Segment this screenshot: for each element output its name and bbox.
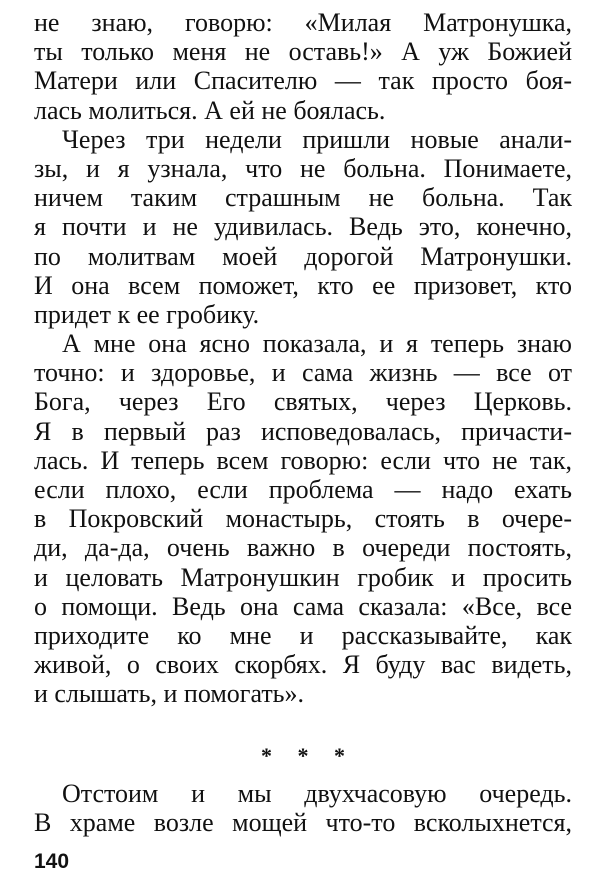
text-line: и целовать Матронушкин гробик и просить (34, 562, 572, 592)
paragraph-test-results (34, 125, 572, 329)
text-line: Я в первый раз исповедовалась, причасти- (34, 416, 572, 446)
text-line: А мне она ясно показала, и я теперь знаю (62, 329, 572, 359)
text-line: если плохо, если проблема — надо ехать (34, 475, 572, 504)
section-spacing (34, 709, 572, 743)
text-line: я почти и не удивилась. Ведь это, конечно, (34, 212, 572, 242)
text-line: и слышать, и помогать». (34, 679, 305, 709)
text-line: приходите ко мне и рассказывайте, как (34, 620, 572, 650)
page-number: 140 (34, 850, 70, 873)
paragraph-continuation (34, 8, 572, 125)
text-line: ты только меня не оставь!» А уж Божией (34, 37, 572, 67)
text-line: Бога, через Его святых, через Церковь. (34, 387, 572, 417)
text-line: в Покровский монастырь, стоять в очере- (34, 504, 572, 534)
text-line: Через три недели пришли новые анали- (62, 124, 572, 154)
text-line: ничем таким страшным не больна. Так (34, 183, 572, 213)
text-line: лась молиться. А ей не боялась. (34, 95, 386, 125)
text-line: по молитвам моей дорогой Матронушки. (34, 241, 572, 271)
section-spacing (34, 769, 572, 779)
text-line: зы, и я узнала, что не больна. Понимаете, (34, 153, 572, 183)
text-line: точно: и здоровье, и сама жизнь — все от (34, 358, 572, 388)
text-line: Матери или Спасителю — так просто боя- (34, 66, 572, 96)
text-line: В храме возле мощей что-то всколыхнется, (34, 807, 572, 837)
text-line: о помощи. Ведь она сама сказала: «Все, все (34, 591, 572, 621)
book-page (34, 8, 572, 837)
text-line: Отстоим и мы двухчасовую очередь. (62, 778, 572, 808)
text-line: И она всем поможет, кто ее призовет, кто (34, 270, 572, 300)
text-line: придет к ее гробику. (34, 299, 260, 329)
text-line: не знаю, говорю: «Милая Матронушка, (34, 8, 572, 37)
paragraph-testimony (34, 329, 572, 708)
text-line: лась. И теперь всем говорю: если что не так, (34, 445, 572, 475)
text-line: ди, да-да, очень важно в очереди постоять, (34, 533, 572, 563)
section-break: * * * (261, 742, 355, 768)
paragraph-queue (34, 779, 572, 837)
text-line: живой, о своих скорбях. Я буду вас видеть, (34, 650, 572, 680)
